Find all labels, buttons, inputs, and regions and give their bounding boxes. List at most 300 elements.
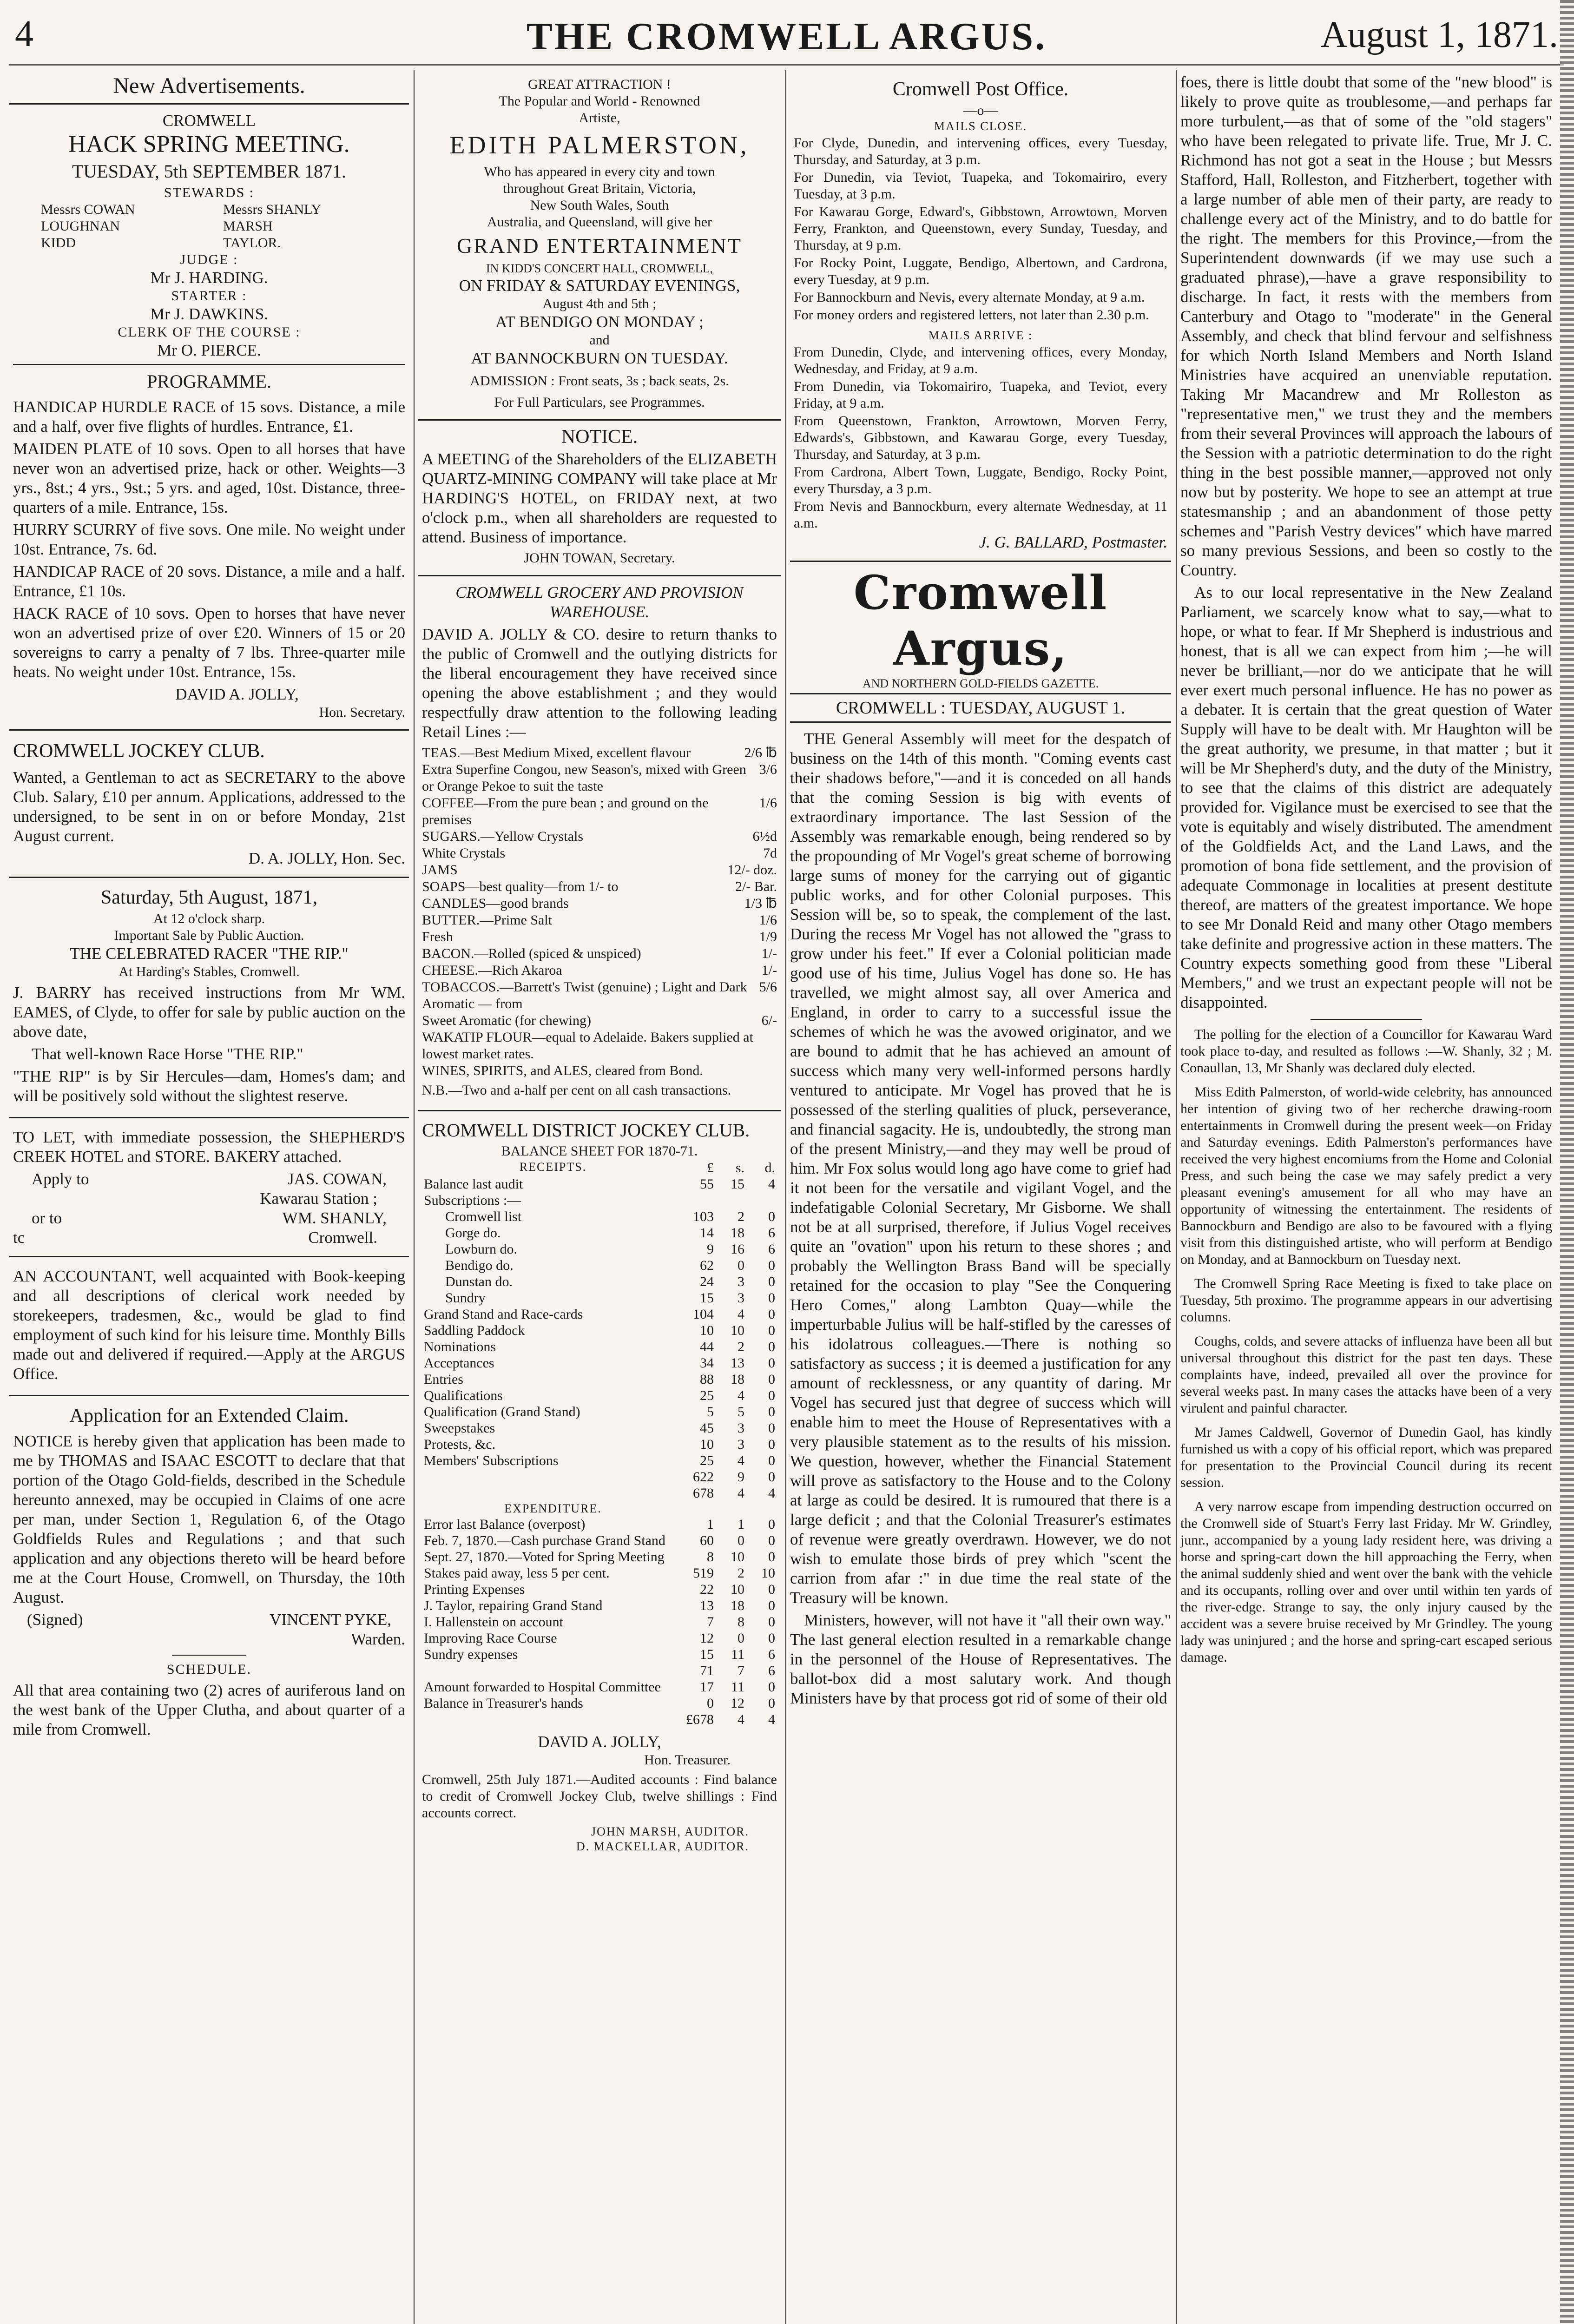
cell: Sweepstakes — [424, 1420, 495, 1436]
edith-name: EDITH PALMERSTON, — [449, 131, 750, 159]
cell: 0 — [768, 1339, 775, 1354]
starter-label: STARTER : — [171, 288, 247, 304]
cell: Saddling Paddock — [424, 1323, 525, 1338]
cell: 45 — [700, 1420, 714, 1436]
cell: 0 — [707, 1696, 714, 1711]
cell: Sundry — [445, 1290, 486, 1306]
price-item — [422, 828, 777, 845]
cell: I. Hallenstein on account — [424, 1614, 563, 1630]
cell: 4 — [768, 1176, 775, 1192]
auditor: D. MACKELLAR, AUDITOR. — [576, 1840, 749, 1853]
stewards-list — [13, 201, 405, 251]
cell: Entries — [424, 1372, 463, 1387]
steward: TAYLOR. — [223, 235, 281, 251]
mail-close-item: For Rocky Point, Luggate, Bendigo, Albertown, and Cardrona, every Tuesday, at 9 p.m. — [794, 255, 1167, 287]
mail-arrive-item: From Cardrona, Albert Town, Luggate, Bendigo, Rocky Point, every Thursday, a 3 p.m. — [794, 464, 1167, 496]
table-row — [422, 1208, 777, 1225]
cell: Protests, &c. — [424, 1437, 496, 1452]
paper-title: THE CROMWELL ARGUS. — [526, 15, 1047, 58]
cell: Sundry expenses — [424, 1647, 518, 1662]
total: 4 — [738, 1486, 744, 1501]
item-name: SOAPS—best quality—from 1/- to — [422, 879, 619, 894]
table-row — [422, 1436, 777, 1452]
cell: Feb. 7, 1870.—Cash purchase Grand Stand — [424, 1533, 665, 1548]
total: 4 — [768, 1486, 775, 1501]
subtotal: 0 — [768, 1469, 775, 1485]
edith-line: ON FRIDAY & SATURDAY EVENINGS, — [459, 277, 740, 295]
price-item — [422, 845, 777, 862]
cell: 0 — [738, 1533, 744, 1548]
race-event: HURRY SCURRY of five sovs. One mile. No weight under 10st. Entrance, 7s. 6d. — [13, 521, 405, 558]
item-name: COFFEE—From the pure bean ; and ground on the premises — [422, 795, 709, 827]
cell: Improving Race Course — [424, 1631, 557, 1646]
judge-name: Mr J. HARDING. — [150, 269, 268, 287]
item-name: WAKATIP FLOUR—equal to Adelaide. Bakers supplied at lowest market rates. — [422, 1030, 753, 1062]
auction-place: At Harding's Stables, Cromwell. — [119, 964, 300, 979]
judge-label: JUDGE : — [180, 252, 238, 267]
starter-name: Mr J. DAWKINS. — [150, 305, 268, 323]
price-item — [422, 945, 777, 962]
cell: 0 — [768, 1517, 775, 1532]
item-name: White Crystals — [422, 845, 506, 861]
postmaster-sign: J. G. BALLARD, Postmaster. — [979, 533, 1167, 551]
cell: 9 — [707, 1241, 714, 1257]
cell: 0 — [768, 1420, 775, 1436]
table-row — [422, 1339, 777, 1355]
col-head: £ — [707, 1160, 714, 1175]
cell: 2 — [738, 1565, 744, 1581]
clerk-label: CLERK OF THE COURSE : — [118, 324, 301, 340]
item-name: Extra Superfine Congou, new Season's, mixed with Green or Orange Pekoe to suit the taste — [422, 762, 746, 794]
cell: 8 — [707, 1549, 714, 1565]
cell: 103 — [693, 1209, 714, 1224]
claim-body: NOTICE is hereby given that application has been made to me by THOMAS and ISAAC ESCOTT to declare that that portion of the Otago Gold-fields, described in the Schedule hereunto annexed, may be occupied in Claims of one acre per man, under Section 1, Regulation 6, of the Otago Goldfields Rules and Regulations ; and that such application and any objections thereto will be heard before me at the Court House, Cromwell, on Thursday, the 10th August. — [13, 1432, 405, 1606]
table-row — [422, 1176, 777, 1192]
cell: 10 — [761, 1565, 775, 1581]
balance-title: CROMWELL DISTRICT JOCKEY CLUB. — [422, 1120, 750, 1141]
price-list — [422, 745, 777, 1079]
mail-close-item: For Clyde, Dunedin, and intervening offices, every Tuesday, Thursday, and Saturday, at 3 p.m. — [794, 135, 1167, 167]
item-price: 1/- — [761, 946, 777, 961]
programme-label: PROGRAMME. — [147, 371, 271, 392]
cell: Qualification (Grand Stand) — [424, 1404, 580, 1419]
subtotal: 622 — [693, 1469, 714, 1485]
balance-label: Balance in Treasurer's hands — [424, 1696, 583, 1711]
table-row — [422, 1581, 777, 1598]
cell: 0 — [738, 1258, 744, 1273]
column-rule — [1176, 70, 1177, 2324]
mails-close-list — [794, 135, 1167, 324]
item-price: 1/- — [761, 963, 777, 978]
mail-arrive-item: From Dunedin, via Tokomairiro, Tuapeka, and Teviot, every Friday, at 9 a.m. — [794, 379, 1167, 411]
balance-sign-title: Hon. Treasurer. — [644, 1752, 731, 1768]
cell: 0 — [768, 1274, 775, 1289]
total: 4 — [738, 1712, 744, 1727]
item-name: JAMS — [422, 862, 458, 878]
item-price — [772, 1063, 777, 1079]
cell: Acceptances — [424, 1355, 494, 1371]
col-head: s. — [735, 1160, 744, 1175]
table-row — [422, 1420, 777, 1436]
price-item — [422, 795, 777, 828]
cell: 0 — [768, 1696, 775, 1711]
race-event: HACK RACE of 10 sovs. Open to horses that have never won an advertised prize of over £20. Winners of 15 or 20 sovereigns to carry a penalty of 7 lbs. Three-quarter mile heats. No weight under 10st. Entrance, 15s. — [13, 604, 405, 681]
grocery-ad — [418, 576, 781, 1111]
item-price: 1/6 — [759, 795, 777, 811]
cell: 0 — [768, 1372, 775, 1387]
page-header — [9, 8, 1564, 66]
to-let-ad — [9, 1118, 409, 1257]
cell: Nominations — [424, 1339, 496, 1354]
price-item — [422, 878, 777, 895]
cell: 7 — [707, 1614, 714, 1630]
race-title: HACK SPRING MEETING. — [68, 131, 350, 158]
cell: Cromwell list — [445, 1209, 522, 1224]
cell: 13 — [731, 1355, 744, 1371]
paper-logo: Cromwell Argus, — [853, 565, 1108, 676]
cell: 0 — [768, 1404, 775, 1419]
price-item — [422, 862, 777, 878]
steward: KIDD — [41, 235, 76, 251]
edith-line: and — [589, 332, 610, 348]
auction-racer: THE CELEBRATED RACER "THE RIP." — [70, 944, 349, 963]
item-name: TEAS.—Best Medium Mixed, excellent flavour — [422, 745, 691, 760]
cell: 44 — [700, 1339, 714, 1354]
cell: 62 — [700, 1258, 714, 1273]
auction-sale: Important Sale by Public Auction. — [114, 928, 304, 943]
item-name: SUGARS.—Yellow Crystals — [422, 829, 584, 844]
mail-arrive-item: From Nevis and Bannockburn, every alternate Wednesday, at 11 a.m. — [794, 499, 1167, 531]
auction-pedigree: "THE RIP" is by Sir Hercules—dam, Homes's dam; and will be positively sold without the slightest reserve. — [13, 1067, 405, 1105]
mails-arrive-list — [794, 344, 1167, 532]
cell: 15 — [731, 1176, 744, 1192]
item-name: Sweet Aromatic (for chewing) — [422, 1013, 592, 1028]
logo-subtitle: AND NORTHERN GOLD-FIELDS GAZETTE. — [862, 677, 1099, 690]
cell: J. Taylor, repairing Grand Stand — [424, 1598, 603, 1613]
warden-name: VINCENT PYKE, — [270, 1611, 391, 1629]
subtotal: 71 — [700, 1663, 714, 1678]
cell: 22 — [700, 1582, 714, 1597]
clerk-name: Mr O. PIERCE. — [157, 341, 261, 359]
cell: 104 — [693, 1307, 714, 1322]
item-name: BACON.—Rolled (spiced & unspiced) — [422, 946, 641, 961]
edith-line: New South Wales, South — [530, 198, 669, 213]
edith-line: AT BANNOCKBURN ON TUESDAY. — [471, 349, 728, 367]
item-name: TOBACCOS.—Barrett's Twist (genuine) ; Light and Dark Aromatic — from — [422, 979, 747, 1011]
item-name: CANDLES—good brands — [422, 896, 569, 911]
cell: 11 — [731, 1647, 744, 1662]
edith-line: throughout Great Britain, Victoria, — [503, 181, 696, 196]
race-signature-title: Hon. Secretary. — [319, 705, 405, 720]
cell: 0 — [768, 1437, 775, 1452]
cell: Dunstan do. — [445, 1274, 513, 1289]
cell: 0 — [768, 1290, 775, 1306]
cell: 17 — [700, 1679, 714, 1695]
column-rule — [785, 70, 786, 2324]
subtotal: 7 — [738, 1663, 744, 1678]
price-item — [422, 929, 777, 945]
news-item: The Cromwell Spring Race Meeting is fixed to take place on Tuesday, 5th proximo. The programme appears in our advertising columns. — [1180, 1276, 1552, 1325]
cell: 25 — [700, 1388, 714, 1403]
schedule-body: All that area containing two (2) acres of auriferous land on the west bank of the Upper Clutha, and about quarter of a mile from Cromwell. — [13, 1681, 405, 1738]
item-name: BUTTER.—Prime Salt — [422, 912, 552, 928]
race-signature: DAVID A. JOLLY, — [175, 685, 299, 703]
edith-line: Artiste, — [579, 110, 620, 125]
cell: 4 — [738, 1453, 744, 1468]
news-item: Coughs, colds, and severe attacks of influenza have been all but universal throughout this district for the past ten days. These complaints have, indeed, prevailed all over the province for several weeks past. In many cases the attacks have been of a very virulent and painful character. — [1180, 1334, 1552, 1416]
cell: 0 — [768, 1679, 775, 1695]
cell: 16 — [731, 1241, 744, 1257]
price-item — [422, 1063, 777, 1079]
dateline: CROMWELL : TUESDAY, AUGUST 1. — [790, 694, 1171, 723]
cell: 0 — [768, 1323, 775, 1338]
contact-place: Kawarau Station ; — [260, 1189, 377, 1208]
table-row — [422, 1290, 777, 1306]
cell: 4 — [738, 1307, 744, 1322]
cell: 1 — [738, 1517, 744, 1532]
price-item — [422, 1012, 777, 1029]
item-name: Fresh — [422, 929, 453, 944]
item-price: 1/6 — [759, 912, 777, 928]
column-1 — [9, 70, 409, 2324]
cell: 0 — [738, 1631, 744, 1646]
cell: 10 — [731, 1549, 744, 1565]
price-item — [422, 1029, 777, 1063]
edith-line: IN KIDD'S CONCERT HALL, CROMWELL, — [486, 262, 713, 275]
cell: 3 — [738, 1437, 744, 1452]
mail-arrive-item: From Queenstown, Frankton, Arrowtown, Morven Ferry, Edwards's, Gibbstown, and Kawarau Gorge, every Tuesday, Thursday, and Saturday, at 3 p.m. — [794, 413, 1167, 462]
audit-note: Cromwell, 25th July 1871.—Audited accounts : Find balance to credit of Cromwell Jockey Club, twelve shillings : Find accounts correct. — [422, 1772, 777, 1821]
table-row — [422, 1452, 777, 1469]
edith-line: GREAT ATTRACTION ! — [528, 77, 671, 92]
contact-name: WM. SHANLY, — [282, 1209, 387, 1227]
cell: 1 — [707, 1517, 714, 1532]
table-row — [422, 1225, 777, 1241]
news-items — [1180, 1026, 1552, 1666]
race-meeting-ad — [9, 105, 409, 731]
col-head: d. — [764, 1160, 775, 1175]
notice-title: NOTICE. — [561, 426, 638, 448]
cell: 15 — [700, 1290, 714, 1306]
jockey-title: CROMWELL JOCKEY CLUB. — [13, 740, 265, 762]
balance-sign: DAVID A. JOLLY, — [538, 1733, 661, 1751]
table-row — [422, 1257, 777, 1274]
claim-title: Application for an Extended Claim. — [69, 1405, 349, 1426]
item-price — [772, 1029, 777, 1063]
schedule-label: SCHEDULE. — [166, 1662, 252, 1677]
price-item — [422, 962, 777, 979]
price-item — [422, 979, 777, 1012]
auction-body: J. BARRY has received instructions from Mr WM. EAMES, of Clyde, to offer for sale by public auction on the above date, — [13, 984, 405, 1041]
contact-place: Cromwell. — [308, 1228, 377, 1247]
price-item — [422, 912, 777, 929]
jockey-club-ad — [9, 731, 409, 878]
cell: 8 — [738, 1614, 744, 1630]
news-item: A very narrow escape from impending destruction occurred on the Cromwell side of Stuart's Ferry last Friday. Mr W. Grindley, junr., accompanied by a young lady resident here, was driving a horse and spring-cart down the hill approaching the Ferry, when the animal suddenly shied and went over the bank with the vehicle and its occupants, rolling over and over until within ten yards of the river-edge. Strange to say, the only injury caused by the accident was a severe bruise received by Mr Grindley. The young lady was uninjured ; and the horse and spring-cart escaped serious damage. — [1180, 1499, 1552, 1665]
steward: Messrs COWAN — [41, 202, 135, 217]
edith-line: For Full Particulars, see Programmes. — [494, 395, 705, 410]
cell: 60 — [700, 1533, 714, 1548]
editorial-paragraph: As to our local representative in the New Zealand Parliament, we scarcely know what to say,—what to hope, or what to fear. If Mr Shepherd is industrious and honest, that is all we can expect from him ;—he will never be brilliant,—nor do we anticipate that he will ever exert much personal influence. He has no power as a debater. It is certain that the great question of Water Supply will have to be dealt with. Mr Haughton will be the great authority, we presume, in that matter ; but it will be Mr Shepherd's duty, and the duty of the Ministry, to see that the claims of this district are adequately provided for. Vigilance must be exercised to see that the vote is equitably and wisely distributed. The amendment of the Goldfields Act, and the Land Laws, and the promotion of bona fide settlement, and the provision of adequate Commonage in localities at present destitute thereof, are matters of the greatest importance. We hope to see Mr Donald Reid and many other Otago members take definite and progressive action in these matters. The Country expects something good from these "Liberal Members," and we trust an expectant people will not be disappointed. — [1180, 583, 1552, 1011]
auditor: JOHN MARSH, AUDITOR. — [591, 1825, 749, 1838]
cell: Subscriptions :— — [424, 1193, 521, 1208]
price-item — [422, 761, 777, 795]
table-row — [422, 1565, 777, 1581]
news-item: Mr James Caldwell, Governor of Dunedin Gaol, has kindly furnished us with a copy of his official report, which was prepared for presentation to the Provincial Council during its recent session. — [1180, 1425, 1552, 1490]
warden-role: Warden. — [351, 1630, 405, 1648]
table-row — [422, 1355, 777, 1371]
cell: 34 — [700, 1355, 714, 1371]
auction-time: At 12 o'clock sharp. — [153, 911, 265, 926]
column-3 — [790, 70, 1171, 2324]
price-item — [422, 895, 777, 912]
cell: Balance last audit — [424, 1176, 523, 1192]
edith-line: The Popular and World - Renowned — [499, 93, 700, 109]
race-event: HANDICAP HURDLE RACE of 15 sovs. Distance, a mile and a half, over five flights of hurdles. Entrance, £1. — [13, 398, 405, 436]
cell: 3 — [738, 1274, 744, 1289]
race-place: CROMWELL — [162, 112, 256, 130]
cell: 5 — [738, 1404, 744, 1419]
cell: 519 — [693, 1565, 714, 1581]
cell: 88 — [700, 1372, 714, 1387]
cell: 10 — [731, 1582, 744, 1597]
notice-sign: JOHN TOWAN, Secretary. — [524, 550, 675, 566]
cell: 0 — [768, 1631, 775, 1646]
table-row — [422, 1404, 777, 1420]
item-price: 12/- doz. — [727, 862, 777, 878]
expenditure-label: EXPENDITURE. — [504, 1502, 602, 1515]
issue-date: August 1, 1871. — [1320, 14, 1558, 55]
cell: 0 — [768, 1307, 775, 1322]
edith-line: ADMISSION : Front seats, 3s ; back seats, 2s. — [470, 373, 729, 389]
cell: 6 — [768, 1647, 775, 1662]
receipts-label: RECEIPTS. — [519, 1160, 587, 1174]
cell: 0 — [768, 1598, 775, 1613]
mail-close-item: For Kawarau Gorge, Edward's, Gibbstown, Arrowtown, Morven Ferry, Frankton, and Queenstown, every Sunday, Tuesday, and Thursday, at 9 p.m. — [794, 204, 1167, 253]
mails-arrive-label: MAILS ARRIVE : — [928, 329, 1033, 342]
contact-name: JAS. COWAN, — [288, 1170, 387, 1188]
steward: LOUGHNAN — [41, 218, 120, 234]
cell: 0 — [768, 1614, 775, 1630]
edith-ad — [418, 70, 781, 421]
cell: 13 — [700, 1598, 714, 1613]
table-row — [422, 1371, 777, 1387]
cell: 0 — [768, 1533, 775, 1548]
table-row — [422, 1274, 777, 1290]
item-price: 5/6 — [759, 979, 777, 995]
item-name: WINES, SPIRITS, and ALES, cleared from Bond. — [422, 1063, 703, 1078]
forward-label: Amount forwarded to Hospital Committee — [424, 1679, 661, 1695]
table-row — [422, 1549, 777, 1565]
grocery-body: DAVID A. JOLLY & CO. desire to return thanks to the public of Cromwell and the outlying districts for the liberal encouragement they have received since opening the above establishment ; and they would respectfully draw attention to the following leading Retail Lines :— — [422, 625, 777, 741]
tc-mark: tc — [13, 1228, 25, 1247]
steward: Messrs SHANLY — [223, 202, 322, 217]
item-price: 1/9 — [759, 929, 777, 944]
edith-line: Who has appeared in every city and town — [484, 164, 715, 179]
auction-horse: That well-known Race Horse "THE RIP." — [32, 1045, 303, 1063]
grocery-nb: N.B.—Two and a-half per cent on all cash transactions. — [422, 1083, 731, 1098]
claim-ad — [9, 1396, 409, 1750]
cell: 10 — [700, 1323, 714, 1338]
race-event: HANDICAP RACE of 20 sovs. Distance, a mile and a half. Entrance, £1 10s. — [13, 562, 405, 600]
cell: 0 — [768, 1549, 775, 1565]
receipts-table — [422, 1160, 777, 1728]
cell: 0 — [768, 1209, 775, 1224]
subtotal: 6 — [768, 1663, 775, 1678]
table-row — [422, 1322, 777, 1339]
cell: Sept. 27, 1870.—Voted for Spring Meeting — [424, 1549, 665, 1565]
cell: Lowburn do. — [445, 1241, 517, 1257]
cell: Gorge do. — [445, 1225, 501, 1241]
table-row — [422, 1241, 777, 1257]
cell: 18 — [731, 1372, 744, 1387]
balance-sheet — [418, 1111, 781, 1862]
cell: 11 — [731, 1679, 744, 1695]
cell: Members' Subscriptions — [424, 1453, 559, 1468]
item-price: 2/- Bar. — [735, 879, 777, 894]
mail-close-item: For money orders and registered letters, not later than 2.30 p.m. — [794, 307, 1149, 323]
cell: Error last Balance (overpost) — [424, 1517, 586, 1532]
column-2 — [418, 70, 781, 2324]
table-row — [422, 1306, 777, 1322]
total: £678 — [686, 1712, 714, 1727]
item-price: 3/6 — [759, 762, 777, 777]
cell: 0 — [768, 1258, 775, 1273]
section-title: New Advertisements. — [9, 70, 409, 105]
table-row — [422, 1646, 777, 1663]
cell: 6 — [768, 1241, 775, 1257]
editorial-paragraph: foes, there is little doubt that some of the "new blood" is likely to prove quite as troublesome,—and perhaps far more turbulent,—as that of some of the "old stagers" who have been relegated to private life. True, Mr J. C. Richmond has not got a seat in the House ; but Messrs Stafford, Hall, Rolleston, and Fitzherbert, together with a large number of able men of their party, are ready to challenge every act of the Ministry, and to do battle for the right. The members for this Province,—from the Superintendent downwards (if we may use such a graduated phrase),—have a grave responsibility to discharge. In fact, it rests with the members from Canterbury and Otago to "moderate" in the General Assembly, and check that blind fervour and selfishness for which North Island Members and North Island Ministries have acquired an unenviable reputation. Taking Mr Macandrew and Mr Rolleston as "representative men," we trust they and the members from their several Provinces will approach the labours of the Session with a patriotic determination to do the right thing in the best possible manner,—approved not only now but by posterity. We hope to see an attempt at true statesmanship ; and an abandonment of those petty schemes and "Parish Vestry devices" which have marred so many previous Sessions, and been so costly to the Country. — [1180, 73, 1552, 579]
cell: 2 — [738, 1339, 744, 1354]
mail-close-item: For Bannockburn and Nevis, every alternate Monday, at 9 a.m. — [794, 290, 1145, 305]
table-row — [422, 1598, 777, 1614]
column-4 — [1180, 70, 1552, 2324]
cell: Printing Expenses — [424, 1582, 525, 1597]
to-let-body: TO LET, with immediate possession, the SHEPHERD'S CREEK HOTEL and STORE. BAKERY attached. — [13, 1128, 405, 1166]
cell: 12 — [700, 1631, 714, 1646]
total: 4 — [768, 1712, 775, 1727]
mail-arrive-item: From Dunedin, Clyde, and intervening offices, every Monday, Wednesday, and Friday, at 9 a.m. — [794, 344, 1167, 376]
cell: 10 — [731, 1323, 744, 1338]
price-item — [422, 745, 777, 761]
notice-ad — [418, 421, 781, 576]
table-row — [422, 1387, 777, 1404]
cell: 3 — [738, 1290, 744, 1306]
cell — [684, 1192, 716, 1208]
table-row — [422, 1630, 777, 1646]
cell: 24 — [700, 1274, 714, 1289]
race-date: TUESDAY, 5th SEPTEMBER 1871. — [72, 161, 347, 182]
cell — [746, 1192, 777, 1208]
jockey-body: Wanted, a Gentleman to act as SECRETARY to the above Club. Salary, £10 per annum. Applications, addressed to the undersigned, to be sent in on or before Monday, 21st August current. — [13, 768, 405, 845]
cell: 4 — [738, 1388, 744, 1403]
cell — [716, 1192, 746, 1208]
steward: MARSH — [223, 218, 273, 234]
item-price: 6½d — [752, 829, 777, 844]
edith-line: August 4th and 5th ; — [542, 296, 657, 311]
news-item: Miss Edith Palmerston, of world-wide celebrity, has announced her intention of giving two of her recherche drawing-room entertainments in Cromwell during the present week—on Friday and Saturday evenings. Edith Palmerston's performances have received the very highest encomiums from the Home and Colonial Press, and such being the case we may safely predict a very pleasant evening's amusement for all who may have an opportunity of witnessing the entertainment. The residents of Bannockburn and Bendigo are also to be favoured with a flying visit from this distinguished artiste, who will perform at Bendigo on Monday, and at Bannockburn on Tuesday next. — [1180, 1084, 1552, 1267]
race-event: MAIDEN PLATE of 10 sovs. Open to all horses that have never won an advertised prize, hack or other. Weights—3 yrs., 8st.; 4 yrs., 9st.; 5 yrs. and aged, 10st. Distance, three-quarters of a mile. Entrance, 15s. — [13, 440, 405, 516]
cell: 3 — [738, 1420, 744, 1436]
cell: 25 — [700, 1453, 714, 1468]
edith-line: GRAND ENTERTAINMENT — [457, 234, 742, 257]
page-edge — [1560, 0, 1574, 2324]
jockey-sign: D. A. JOLLY, Hon. Sec. — [248, 849, 405, 867]
mails-close-label: MAILS CLOSE. — [934, 119, 1027, 133]
cell: 15 — [700, 1647, 714, 1662]
signed-label: (Signed) — [27, 1611, 83, 1629]
cell: 55 — [700, 1176, 714, 1192]
